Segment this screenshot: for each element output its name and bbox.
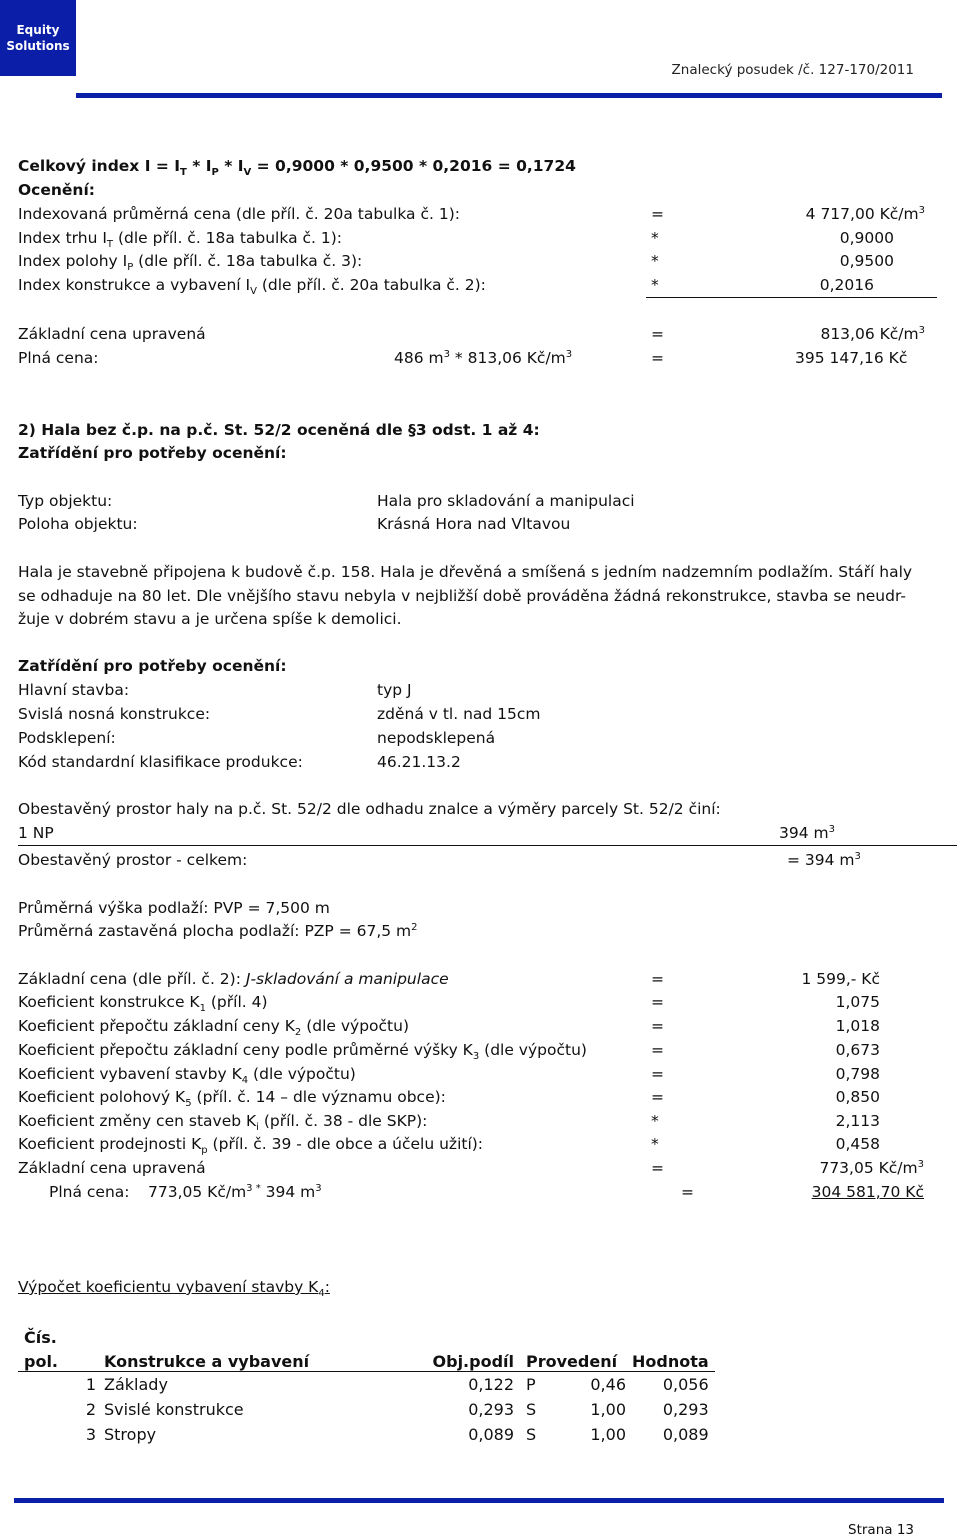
k3-value: 0,673 [835, 1041, 880, 1059]
document-reference: Znalecký posudek /č. 127-170/2011 [671, 62, 914, 78]
operator: = [651, 1065, 664, 1083]
k2-value: 1,018 [835, 1017, 880, 1035]
operator: = [651, 1088, 664, 1106]
object-type-value: Hala pro skladování a manipulaci [377, 492, 635, 510]
location-index-value: 0,9500 [839, 252, 894, 270]
full-price-value-2: 304 581,70 Kč [811, 1183, 924, 1201]
construction-index-value: 0,2016 [819, 276, 874, 294]
kp-label: Koeficient prodejnosti $K_p$ (příl. č. 39 - dle obce a účelu užití): [18, 1135, 484, 1157]
k5-value: 0,850 [835, 1088, 880, 1106]
main-building-label: Hlavní stavba: [18, 681, 130, 699]
operator: = [651, 205, 664, 223]
adjusted-base-price-label: Základní cena upravená [18, 325, 206, 343]
object-location-label: Poloha objektu: [18, 515, 138, 533]
row-exec-code: S [526, 1425, 537, 1444]
k1-value: 1,075 [835, 993, 880, 1011]
floor-volume-value: 394 $m^3$ [779, 824, 835, 843]
main-building-value: typ J [377, 681, 412, 699]
operator: * [651, 1135, 659, 1153]
row-name: Svislé konstrukce [104, 1400, 244, 1419]
header-cis: Čís. [24, 1328, 57, 1347]
operator: = [651, 970, 664, 988]
load-bearing-label: Svislá nosná konstrukce: [18, 705, 211, 723]
floor-label: 1 NP [18, 824, 54, 842]
avg-floor-area: Průměrná zastavěná plocha podlaží: PZP = 67,5 $m^2$ [18, 922, 418, 941]
k4-table [18, 1323, 715, 1447]
logo-line1: Equity [16, 23, 60, 37]
sum-divider [646, 297, 937, 298]
market-index-label: Index trhu $I_T$ (dle příl. č. 18a tabulka č. 1): [18, 229, 342, 251]
table-row [18, 1397, 715, 1422]
row-value: 0,293 [662, 1400, 709, 1419]
classification-code-label: Kód standardní klasifikace produkce: [18, 753, 303, 771]
logo-line2: Solutions [6, 39, 70, 53]
base-price-value: 1 599,- Kč [801, 970, 880, 988]
row-name: Základy [104, 1375, 168, 1394]
section-title: 2) Hala bez č.p. na p.č. St. 52/2 oceněná dle §3 odst. 1 až 4: [18, 421, 540, 439]
operator: * [651, 1112, 659, 1130]
classification-heading: Zatřídění pro potřeby ocenění: [18, 444, 287, 462]
header-value: Hodnota [632, 1347, 715, 1372]
row-value: 0,056 [662, 1375, 709, 1394]
k4-value: 0,798 [835, 1065, 880, 1083]
ki-value: 2,113 [835, 1112, 880, 1130]
object-location-value: Krásná Hora nad Vltavou [377, 515, 571, 533]
operator: = [651, 1159, 664, 1177]
header-execution: Provedení [520, 1347, 632, 1372]
row-value: 0,089 [662, 1425, 709, 1444]
volume-divider [18, 845, 957, 846]
operator: = [651, 1017, 664, 1035]
construction-index-label: Index konstrukce a vybavení $I_V$ (dle příl. č. 20a tabulka č. 2): [18, 276, 486, 298]
k5-label: Koeficient polohový $K_5$ (příl. č. 14 – dle významu obce): [18, 1088, 446, 1110]
valuation-heading: Ocenění: [18, 181, 95, 199]
operator: = [651, 325, 664, 343]
row-share: 0,089 [468, 1425, 514, 1444]
operator: * [651, 252, 659, 270]
row-number: 1 [85, 1375, 96, 1394]
company-logo [0, 0, 76, 76]
full-price-label-2: Plná cena: [49, 1183, 130, 1201]
row-name: Stropy [104, 1425, 157, 1444]
total-index-line: Celkový index $I = I_T * I_P * I_V = 0,9000 * 0,9500 * 0,2016 = 0,1724$ [18, 157, 576, 179]
row-exec-value: 0,46 [590, 1375, 626, 1394]
market-index-value: 0,9000 [839, 229, 894, 247]
row-exec-code: S [526, 1400, 537, 1419]
description-line-3: žuje v dobrém stavu a je určena spíše k demolici. [18, 610, 402, 628]
footer-divider [14, 1498, 944, 1503]
classification-code-value: 46.21.13.2 [377, 753, 461, 771]
k4-label: Koeficient vybavení stavby $K_4$ (dle výpočtu) [18, 1065, 356, 1087]
k2-label: Koeficient přepočtu základní ceny $K_2$ (dle výpočtu) [18, 1017, 410, 1039]
avg-floor-height: Průměrná výška podlaží: PVP = 7,500 m [18, 899, 330, 917]
full-price-calculation-2: 773,05 $Kč/m^3$ * 394 $m^3$ [148, 1183, 322, 1202]
k3-label: Koeficient přepočtu základní ceny podle průměrné výšky $K_3$ (dle výpočtu) [18, 1041, 587, 1063]
total-volume-value: = 394 $m^3$ [787, 851, 861, 870]
base-price-label: Základní cena (dle příl. č. 2): J-skladování a manipulace [18, 970, 449, 988]
adjusted-base-price-value: 813,06 $Kč/m^3$ [820, 325, 925, 344]
row-number: 3 [85, 1425, 96, 1444]
row-number: 2 [85, 1400, 96, 1419]
k1-label: Koeficient konstrukce $K_1$ (příl. 4) [18, 993, 268, 1015]
adjusted-price-value: 773,05 $Kč/m^3$ [819, 1159, 924, 1178]
page-number: Strana 13 [848, 1522, 914, 1538]
total-volume-label: Obestavěný prostor - celkem: [18, 851, 248, 869]
ki-label: Koeficient změny cen staveb $K_i$ (příl. č. 38 - dle SKP): [18, 1112, 428, 1134]
header-divider [76, 93, 942, 98]
header-construction: Konstrukce a vybavení [104, 1347, 428, 1372]
row-exec-value: 1,00 [590, 1400, 626, 1419]
location-index-label: Index polohy $I_P$ (dle příl. č. 18a tabulka č. 3): [18, 252, 363, 274]
full-price-calculation: 486 $m^3 * 813,06$ $Kč/m^3$ [394, 349, 573, 368]
operator: = [651, 349, 664, 367]
kp-value: 0,458 [835, 1135, 880, 1153]
row-exec-value: 1,00 [590, 1425, 626, 1444]
built-volume-text: Obestavěný prostor haly na p.č. St. 52/2 dle odhadu znalce a výměry parcely St. 52/2 činí: [18, 800, 721, 818]
description-line-1: Hala je stavebně připojena k budově č.p. 158. Hala je dřevěná a smíšená s jedním nadzemním podlažím. Stáří haly [18, 563, 913, 581]
description-line-2: se odhaduje na 80 let. Dle vnějšího stavu nebyla v nejbližší době prováděna žádná rekonstrukce, stavba se neudr- [18, 587, 906, 605]
header-share: Obj.podíl [428, 1347, 520, 1372]
load-bearing-value: zděná v tl. nad 15cm [377, 705, 541, 723]
full-price-label: Plná cena: [18, 349, 99, 367]
table-row [18, 1372, 715, 1398]
full-price-value: 395 147,16 Kč [795, 349, 908, 367]
basement-label: Podsklepení: [18, 729, 116, 747]
row-exec-code: P [526, 1375, 536, 1394]
indexed-price-label: Indexovaná průměrná cena (dle příl. č. 20a tabulka č. 1): [18, 205, 460, 223]
adjusted-price-label: Základní cena upravená [18, 1159, 206, 1177]
classification-heading-2: Zatřídění pro potřeby ocenění: [18, 657, 287, 675]
row-share: 0,122 [468, 1375, 514, 1394]
operator: * [651, 276, 659, 294]
k4-table-title: Výpočet koeficientu vybavení stavby $K_4$: [18, 1278, 330, 1300]
operator: = [681, 1183, 694, 1201]
row-share: 0,293 [468, 1400, 514, 1419]
operator: = [651, 1041, 664, 1059]
header-pol: pol. [18, 1347, 104, 1372]
basement-value: nepodsklepená [377, 729, 496, 747]
operator: * [651, 229, 659, 247]
table-row [18, 1422, 715, 1447]
indexed-price-value: 4 717,00 $Kč/m^3$ [805, 205, 925, 224]
object-type-label: Typ objektu: [18, 492, 113, 510]
operator: = [651, 993, 664, 1011]
